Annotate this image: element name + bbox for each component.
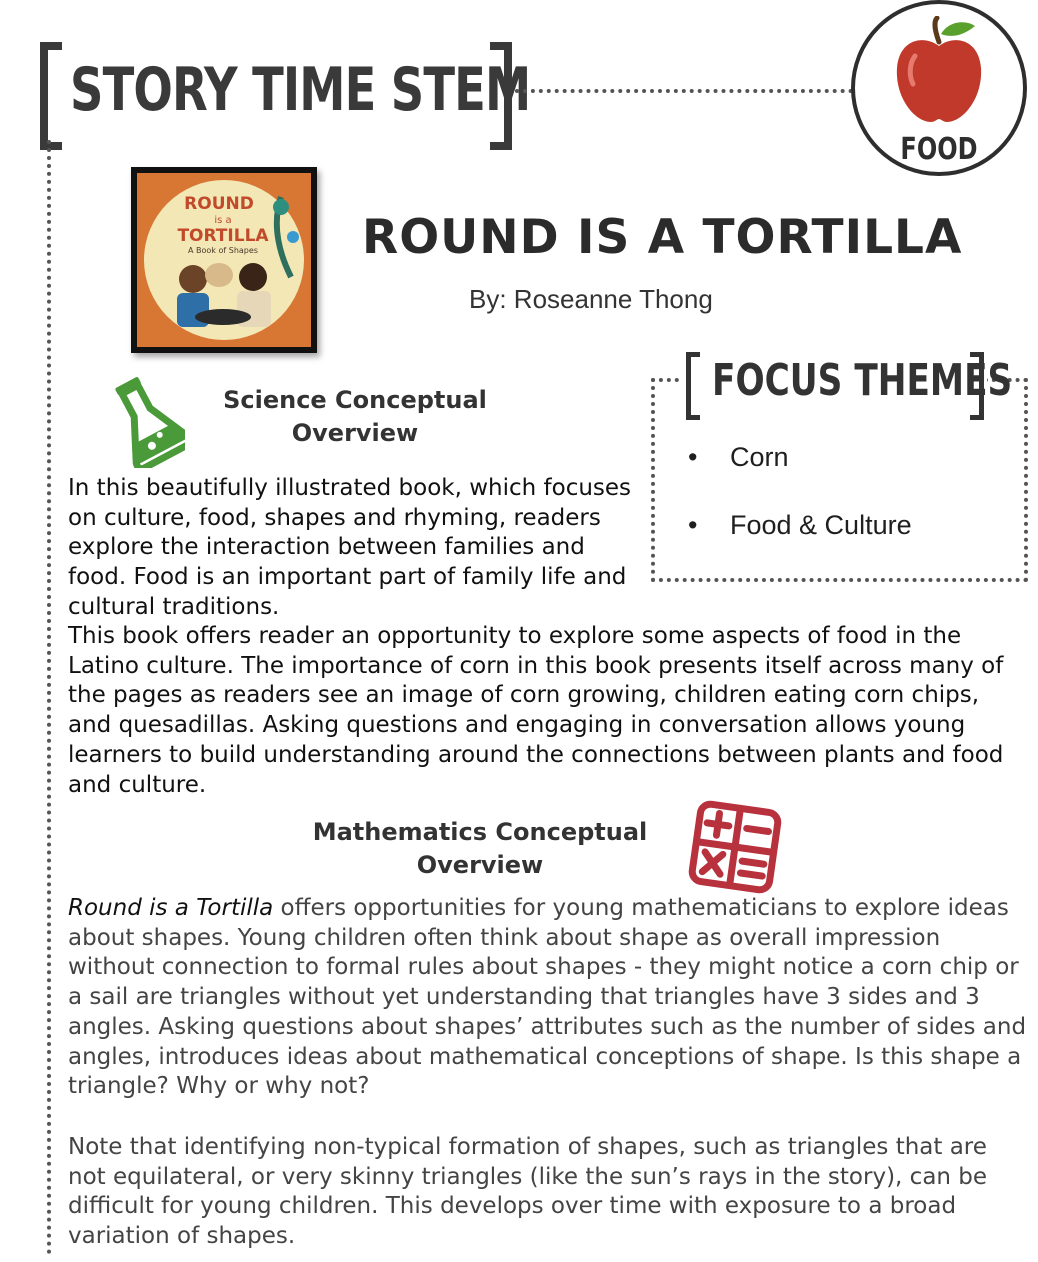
header-dotted-rule (515, 89, 853, 93)
math-paragraph-2: Note that identifying non-typical formation of shapes, such as triangles that are not equilateral, or very skinny triangles (like the sun’s rays in the story), can be difficult for young children. This develops over time with exposure to a broad variation of shapes. (68, 1134, 988, 1250)
book-cover (131, 167, 317, 353)
bullet: • (688, 510, 698, 540)
flask-icon (105, 372, 185, 468)
book-author: By: Roseanne Thong (469, 284, 713, 314)
food-category-badge (851, 0, 1027, 176)
focus-left-bracket (686, 352, 700, 420)
cover-title-line2: is a (214, 215, 232, 226)
apple-icon (893, 16, 985, 128)
cover-title-line1: ROUND (184, 194, 254, 214)
focus-theme-label: Corn (730, 442, 789, 472)
math-heading: Mathematics Conceptual Overview (312, 818, 648, 879)
cover-title-line3: TORTILLA (177, 226, 269, 246)
math-paragraph-1 (68, 894, 1028, 1102)
focus-themes-title: FOCUS THEMES (712, 355, 1013, 406)
focus-theme-label: Food & Culture (730, 510, 912, 540)
focus-themes-list (688, 442, 912, 578)
bullet: • (688, 442, 698, 472)
focus-theme-item (688, 510, 912, 578)
cover-subtitle: A Book of Shapes (188, 246, 258, 255)
book-title: ROUND IS A TORTILLA (362, 210, 963, 265)
focus-right-bracket (970, 352, 984, 420)
header-right-bracket (490, 42, 512, 150)
calculator-icon (684, 798, 786, 896)
science-paragraph-2: This book offers reader an opportunity to explore some aspects of food in the Latino culture. The importance of corn in this book presents itself across many of the pages as readers see an image of corn growing, children eating corn chips, and quesadillas. Asking questions and engaging in conversation allows young learners to build understanding around the connections between plants and food and culture. (68, 623, 1004, 798)
header-left-bracket (40, 42, 62, 150)
book-cover-illustration (131, 167, 317, 353)
science-paragraph-1: In this beautifully illustrated book, which focuses on culture, food, shapes and rhyming, readers explore the interaction between families and food. Food is an important part of family life and cultural traditions. (68, 475, 632, 620)
math-paragraph-1-text: offers opportunities for young mathematicians to explore ideas about shapes. Young children often think about shape as overall impression without connection to formal rules about shapes - they might notice a corn chip or a sail are triangles without yet understanding that triangles have 3 sides and 3 angles. Asking questions about shapes’ attributes such as the number of sides and angles, introduces ideas about mathematical conceptions of shape. Is this shape a triangle? Why or why not? (68, 895, 1027, 1100)
page-header-title: STORY TIME STEM (70, 55, 531, 125)
food-badge-label: FOOD (900, 132, 978, 167)
science-heading: Science Conceptual Overview (223, 386, 487, 447)
left-dotted-rule (47, 140, 51, 1255)
book-title-italic: Round is a Tortilla (68, 895, 274, 921)
focus-theme-item (688, 442, 912, 510)
